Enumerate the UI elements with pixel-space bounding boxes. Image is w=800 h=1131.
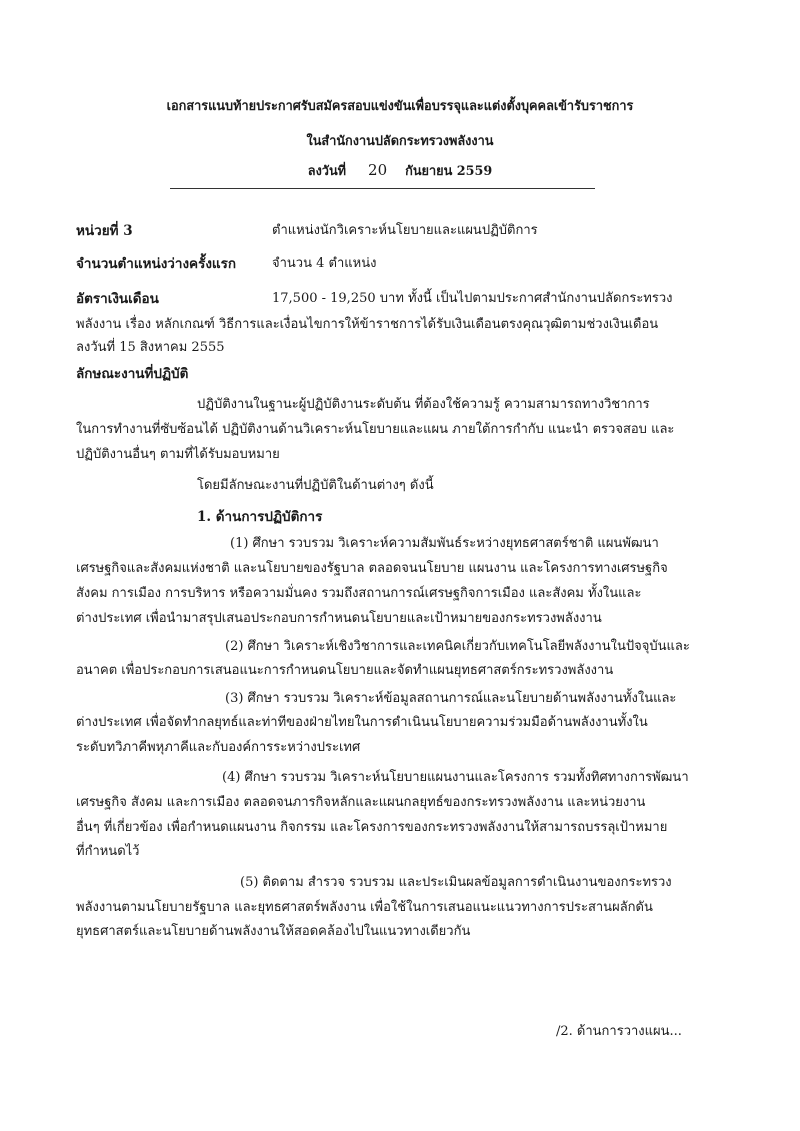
item-2-line: อนาคต เพื่อประกอบการเสนอแนะการกำหนดนโยบายและจัดทำแผนยุทธศาสตร์กระทรวงพลังงาน <box>76 663 614 678</box>
item-3-line: (3) ศึกษา รวบรวม วิเคราะห์ข้อมูลสถานการณ์และนโยบายด้านพลังงานทั้งในและ <box>225 691 677 706</box>
item-3-line: ต่างประเทศ เพื่อจัดทำกลยุทธ์และท่าทีของฝ่ายไทยในการดำเนินนโยบายความร่วมมือด้านพลังงานทั้งใน <box>76 715 648 730</box>
item-4-line: (4) ศึกษา รวบรวม วิเคราะห์นโยบายแผนงานและโครงการ รวมทั้งทิศทางการพัฒนา <box>222 770 689 785</box>
item-3-line: ระดับทวิภาคีพหุภาคีและกับองค์การระหว่างประเทศ <box>76 740 361 755</box>
vacancy-value: จำนวน 4 ตำแหน่ง <box>272 256 377 271</box>
salary-label: อัตราเงินเดือน <box>76 291 159 307</box>
unit-value: ตำแหน่งนักวิเคราะห์นโยบายและแผนปฏิบัติการ <box>272 223 538 238</box>
date-prefix: ลงวันที่ <box>307 164 347 179</box>
item-4-line: เศรษฐกิจ สังคม และการเมือง ตลอดจนภารกิจหลักและแผนกลยุทธ์ของกระทรวงพลังงาน และหน่วยงาน <box>76 795 646 810</box>
item-1-line: (1) ศึกษา รวบรวม วิเคราะห์ความสัมพันธ์ระหว่างยุทธศาสตร์ชาติ แผนพัฒนา <box>230 536 659 551</box>
vacancy-label: จำนวนตำแหน่งว่างครั้งแรก <box>76 256 237 272</box>
unit-label: หน่วยที่ 3 <box>76 223 133 239</box>
job-nature-line: ปฏิบัติงานในฐานะผู้ปฏิบัติงานระดับต้น ที่ต้องใช้ความรู้ ความสามารถทางวิชาการ <box>197 397 650 412</box>
item-2-line: (2) ศึกษา วิเคราะห์เชิงวิชาการและเทคนิคเกี่ยวกับเทคโนโลยีพลังงานในปัจจุบันและ <box>225 639 690 654</box>
salary-line-1: 17,500 - 19,250 บาท ทั้งนี้ เป็นไปตามประกาศสำนักงานปลัดกระทรวง <box>272 291 673 306</box>
job-nature-line: ในการทำงานที่ซับซ้อนได้ ปฏิบัติงานด้านวิเคราะห์นโยบายและแผน ภายใต้การกำกับ แนะนำ ตรวจสอบ และ <box>76 422 675 437</box>
item-5-line: ยุทธศาสตร์และนโยบายด้านพลังงานให้สอดคล้องไปในแนวทางเดียวกัน <box>76 924 471 939</box>
item-5-line: (5) ติดตาม สำรวจ รวบรวม และประเมินผลข้อมูลการดำเนินงานของกระทรวง <box>240 875 672 890</box>
header-date <box>0 160 800 181</box>
job-nature-line: ปฏิบัติงานอื่นๆ ตามที่ได้รับมอบหมาย <box>76 447 280 462</box>
header-divider <box>170 188 595 189</box>
item-1-line: เศรษฐกิจและสังคมแห่งชาติ และนโยบายของรัฐบาล ตลอดจนนโยบาย แผนงาน และโครงการทางเศรษฐกิจ <box>76 561 668 576</box>
item-4-line: ที่กำหนดไว้ <box>76 844 140 859</box>
date-day: 20 <box>368 161 388 179</box>
header-line-1: เอกสารแนบท้ายประกาศรับสมัครสอบแข่งขันเพื่อบรรจุและแต่งตั้งบุคคลเข้ารับราชการ <box>166 99 634 114</box>
item-5-line: พลังงานตามนโยบายรัฐบาล และยุทธศาสตร์พลังงาน เพื่อใช้ในการเสนอแนะแนวทางการประสานผลักดัน <box>76 900 653 915</box>
header-line-2: ในสำนักงานปลัดกระทรวงพลังงาน <box>306 134 494 149</box>
salary-line-3: ลงวันที่ 15 สิงหาคม 2555 <box>76 340 225 355</box>
item-4-line: อื่นๆ ที่เกี่ยวข้อง เพื่อกำหนดแผนงาน กิจกรรม และโครงการของกระทรวงพลังงานให้สามารถบรรลุเป้าหมาย <box>76 820 668 835</box>
item-1-line: สังคม การเมือง การบริหาร หรือความมั่นคง รวมถึงสถานการณ์เศรษฐกิจการเมือง และสังคม ทั้งในและ <box>76 586 642 601</box>
job-nature-intro: โดยมีลักษณะงานที่ปฏิบัติในด้านต่างๆ ดังนี้ <box>197 478 434 493</box>
item-1-line: ต่างประเทศ เพื่อนำมาสรุปเสนอประกอบการกำหนดนโยบายและเป้าหมายของกระทรวงพลังงาน <box>76 611 602 626</box>
job-nature-heading: ลักษณะงานที่ปฏิบัติ <box>76 366 189 382</box>
date-month-year: กันยายน 2559 <box>405 164 493 179</box>
section-1-title: 1. ด้านการปฏิบัติการ <box>197 509 323 525</box>
salary-line-2: พลังงาน เรื่อง หลักเกณฑ์ วิธีการและเงื่อนไขการให้ข้าราชการได้รับเงินเดือนตรงคุณวุฒิตามช่วงเงินเดือน <box>76 317 659 332</box>
continuation-note: /2. ด้านการวางแผน... <box>556 1024 682 1039</box>
